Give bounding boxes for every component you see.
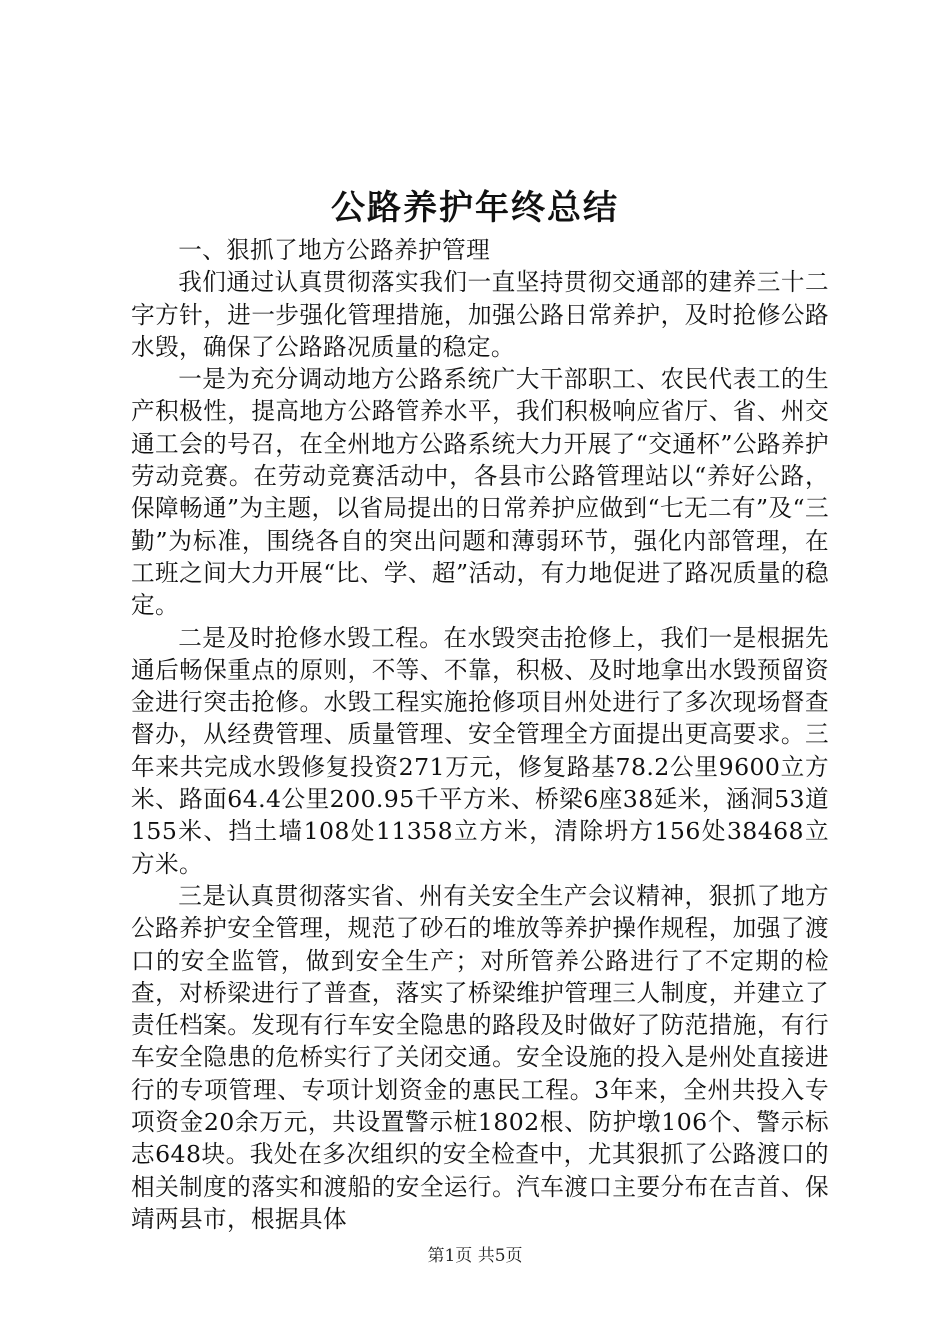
body-paragraph: 一是为充分调动地方公路系统广大干部职工、农民代表工的生产积极性，提高地方公路管养水平，我们积极响应省厅、省、州交通工会的号召，在全州地方公路系统大力开展了“交通杯”公路养护劳动竞赛。在劳动竞赛活动中，各县市公路管理站以“养好公路，保障畅通”为主题，以省局提出的日常养护应做到“七无二有”及“三勤”为标准，围绕各自的突出问题和薄弱环节，强化内部管理，在工班之间大力开展“比、学、超”活动，有力地促进了路况质量的稳定。 [131,365,829,620]
document-title: 公路养护年终总结 [331,188,619,228]
page-footer: 第1页 共5页 [427,1246,523,1266]
section-heading: 一、狠抓了地方公路养护管理 [178,236,491,264]
body-paragraph: 我们通过认真贯彻落实我们一直坚持贯彻交通部的建养三十二字方针，进一步强化管理措施，加强公路日常养护，及时抢修公路水毁，确保了公路路况质量的稳定。 [131,268,829,361]
body-paragraph: 三是认真贯彻落实省、州有关安全生产会议精神，狠抓了地方公路养护安全管理，规范了砂石的堆放等养护操作规程，加强了渡口的安全监管，做到安全生产；对所管养公路进行了不定期的检查，对桥梁进行了普查，落实了桥梁维护管理三人制度，并建立了责任档案。发现有行车安全隐患的路段及时做好了防范措施，有行车安全隐患的危桥实行了关闭交通。安全设施的投入是州处直接进行的专项管理、专项计划资金的惠民工程。3年来，全州共投入专项资金20余万元，共设置警示桩1802根、防护墩106个、警示标志648块。我处在多次组织的安全检查中，尤其狠抓了公路渡口的相关制度的落实和渡船的安全运行。汽车渡口主要分布在吉首、保靖两县市，根据具体 [131,881,829,1233]
document-body [131,234,829,1235]
body-paragraph: 二是及时抢修水毁工程。在水毁突击抢修上，我们一是根据先通后畅保重点的原则，不等、不靠，积极、及时地拿出水毁预留资金进行突击抢修。水毁工程实施抢修项目州处进行了多次现场督查督办，从经费管理、质量管理、安全管理全方面提出更高要求。三年来共完成水毁修复投资271万元，修复路基78.2公里9600立方米、路面64.4公里200.95千平方米、桥梁6座38延米，涵洞53道155米、挡土墙108处11358立方米，清除坍方156处38468立方米。 [131,623,829,878]
